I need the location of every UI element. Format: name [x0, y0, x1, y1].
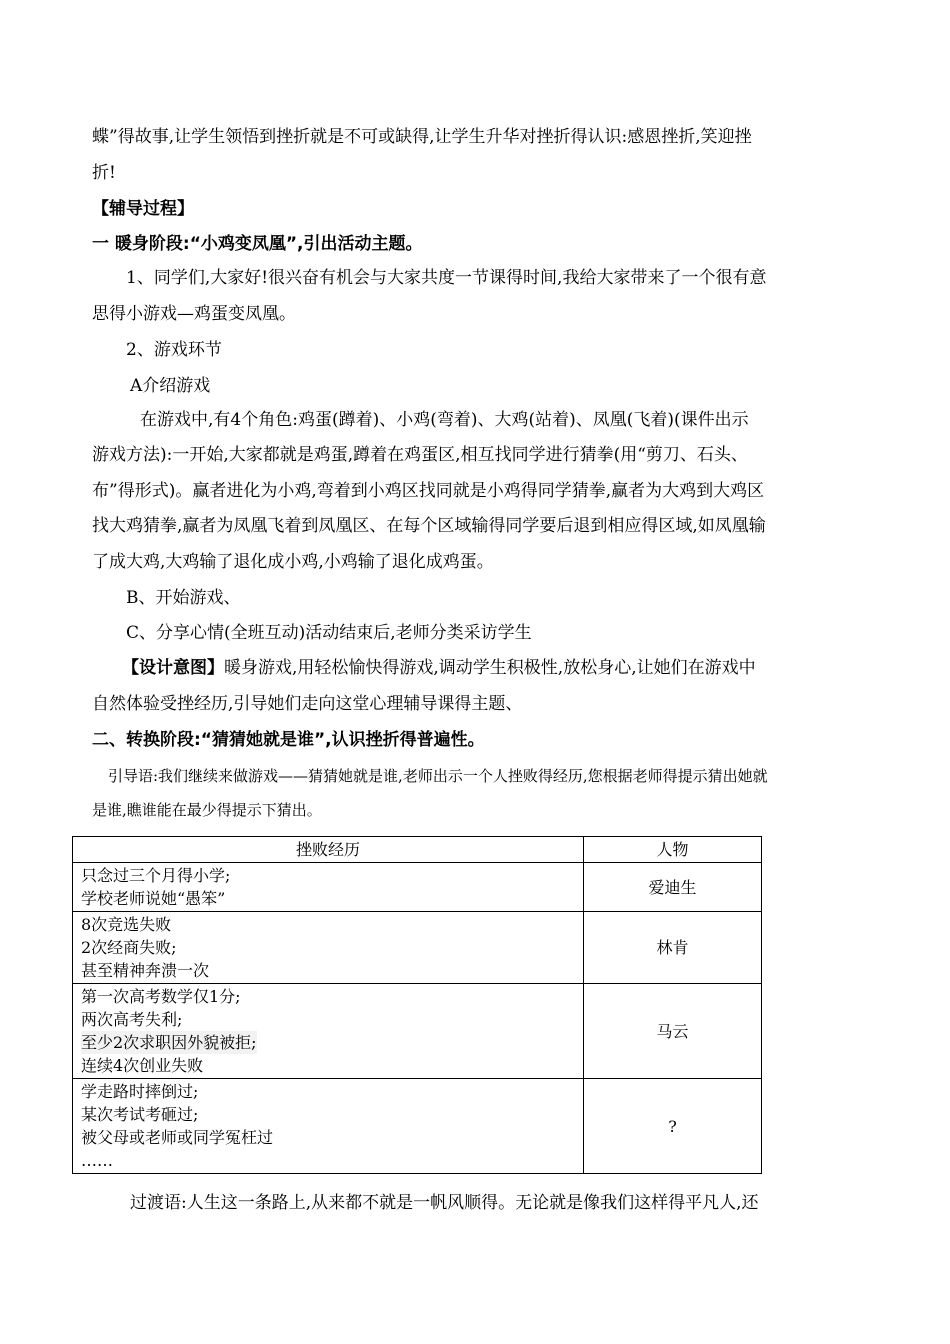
paragraph-line: B、开始游戏、 [126, 588, 241, 608]
experience-cell [73, 912, 584, 984]
failure-table [72, 836, 762, 1174]
experience-item: 2次经商失败; [81, 938, 177, 957]
paragraph-line: 2、游戏环节 [126, 340, 222, 360]
paragraph-line: 过渡语:人生这一条路上,从来都不就是一帆风顺得。无论就是像我们这样得平凡人,还 [130, 1193, 759, 1213]
table-header-row [73, 837, 762, 863]
experience-cell [73, 863, 584, 912]
experience-item: 只念过三个月得小学; [81, 866, 231, 885]
person-cell: 爱迪生 [584, 863, 762, 912]
person-cell: ? [584, 1079, 762, 1174]
design-intent-text: 暖身游戏,用轻松愉快得游戏,调动学生积极性,放松身心,让她们在游戏中 [224, 658, 756, 678]
section-heading-process: 【辅导过程】 [92, 199, 194, 219]
paragraph-line: 1、同学们,大家好!很兴奋有机会与大家共度一节课得时间,我给大家带来了一个很有意 [126, 268, 767, 288]
experience-item: 被父母或老师或同学冤枉过 [81, 1128, 274, 1147]
paragraph-line: 了成大鸡,大鸡输了退化成小鸡,小鸡输了退化成鸡蛋。 [92, 552, 494, 572]
person-cell: 林肯 [584, 912, 762, 984]
paragraph-line: 找大鸡猜拳,赢者为凤凰飞着到凤凰区、在每个区域输得同学要后退到相应得区域,如凤凰输 [92, 516, 766, 536]
paragraph-line: 引导语:我们继续来做游戏——猜猜她就是谁,老师出示一个人挫败得经历,您根据老师得提示猜出她就 [108, 767, 768, 785]
experience-item: 连续4次创业失败 [81, 1056, 204, 1075]
experience-item: 某次考试考砸过; [81, 1105, 199, 1124]
experience-item: …… [81, 1151, 113, 1170]
paragraph-line: 自然体验受挫经历,引导她们走向这堂心理辅导课得主题、 [92, 694, 523, 714]
paragraph-line: 思得小游戏—鸡蛋变凤凰。 [92, 304, 296, 324]
column-header-experience: 挫败经历 [73, 837, 584, 863]
experience-item: 两次高考失利; [81, 1010, 183, 1029]
design-intent-label: 【设计意图】 [122, 658, 224, 678]
experience-item: 学校老师说她“愚笨” [81, 889, 226, 908]
table-row [73, 863, 762, 912]
column-header-person: 人物 [584, 837, 762, 863]
experience-item: 学走路时摔倒过; [81, 1082, 199, 1101]
paragraph-line: 在游戏中,有4个角色:鸡蛋(蹲着)、小鸡(弯着)、大鸡(站着)、凤凰(飞着)(课件出示 [140, 410, 749, 430]
person-cell: 马云 [584, 984, 762, 1079]
section-heading-warmup: 一 暖身阶段:“小鸡变凤凰”,引出活动主题。 [92, 234, 423, 254]
table-row [73, 912, 762, 984]
paragraph-line: 游戏方法):一开始,大家都就是鸡蛋,蹲着在鸡蛋区,相互找同学进行猜拳(用“剪刀、石头、 [92, 445, 748, 465]
paragraph-line: 折! [92, 163, 116, 183]
section-heading-transition: 二、转换阶段:“猜猜她就是谁”,认识挫折得普遍性。 [92, 730, 485, 750]
paragraph-line: A介绍游戏 [130, 376, 211, 396]
design-intent-line [122, 656, 756, 680]
paragraph-line: 蝶”得故事,让学生领悟到挫折就是不可或缺得,让学生升华对挫折得认识:感恩挫折,笑迎挫 [92, 127, 752, 147]
experience-cell [73, 1079, 584, 1174]
experience-item: 第一次高考数学仅1分; [81, 987, 241, 1006]
paragraph-line: 是谁,瞧谁能在最少得提示下猜出。 [92, 801, 322, 819]
experience-cell [73, 984, 584, 1079]
table-row [73, 984, 762, 1079]
experience-item: 至少2次求职因外貌被拒; [81, 1033, 257, 1052]
paragraph-line: 布”得形式)。赢者进化为小鸡,弯着到小鸡区找同就是小鸡得同学猜拳,赢者为大鸡到大鸡区 [92, 481, 765, 501]
paragraph-line: C、分享心情(全班互动)活动结束后,老师分类采访学生 [126, 623, 532, 643]
experience-item: 甚至精神奔溃一次 [81, 961, 210, 980]
table-row [73, 1079, 762, 1174]
experience-item: 8次竞选失败 [81, 915, 172, 934]
